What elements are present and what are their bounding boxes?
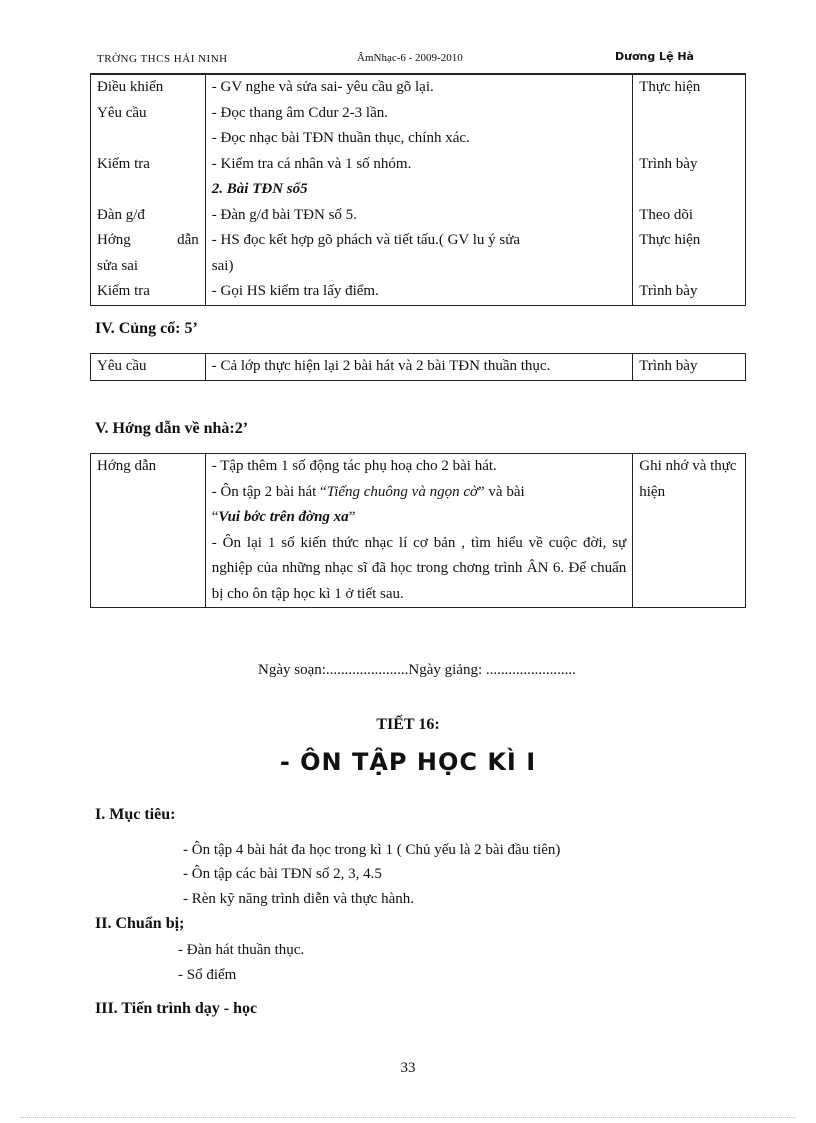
table-cell [205, 454, 633, 608]
cell-text: “ [211, 509, 219, 525]
table-cell: Kiểm tra [91, 152, 206, 178]
table-row [91, 203, 746, 229]
table-row [91, 177, 746, 203]
table-cell: Thực hiện [633, 75, 746, 101]
activity-table-3 [90, 453, 746, 608]
table-cell: Trình bày [633, 152, 746, 178]
cell-paragraph: - Ôn lại 1 số kiến thức nhạc lí cơ bản , tìm hiểu về cuộc đời, sự nghiệp của những nhạc sĩ đã học trong chơng trình ÂN 6. Để chuẩn bị cho ôn tập học kì 1 ở tiết sau. [211, 534, 627, 602]
cell-line: - HS đọc kết hợp gõ phách và tiết tấu.( GV lu ý sửa [211, 232, 521, 248]
table-cell: - Gọi HS kiểm tra lấy điểm. [205, 279, 632, 305]
table-cell: - GV nghe và sửa sai- yêu cầu gõ lại. [205, 75, 632, 101]
list-item: - Sổ điểm [178, 967, 237, 983]
list-item: - Rèn kỹ năng trình diễn và thực hành. [183, 891, 414, 907]
list-item: - Ôn tập 4 bài hát đa học trong kì 1 ( Chủ yếu là 2 bài đầu tiên) [183, 842, 561, 858]
table-cell: Trình bày [633, 354, 746, 381]
cell-text: ” và bài [478, 483, 525, 500]
cell-line [212, 505, 627, 531]
table-cell: - Đọc nhạc bài TĐN thuần thục, chính xác. [205, 126, 632, 152]
subsection-heading: 2. Bài TĐN số5 [205, 177, 632, 203]
list-item: - Ôn tập các bài TĐN số 2, 3, 4.5 [183, 866, 382, 882]
table-cell: Theo dõi [633, 203, 746, 229]
table-cell: Kiểm tra [91, 279, 206, 305]
cell-text: - Ôn tập 2 bài hát “ [211, 483, 327, 500]
table-cell [205, 228, 632, 279]
section-heading-3: III. Tiến trình dạy - học [95, 1000, 258, 1017]
song-title: Vui bớc trên đờng xa [218, 509, 349, 525]
cell-word: dẫn [177, 232, 199, 248]
table-row [91, 75, 746, 101]
section-heading-4: IV. Củng cố: 5’ [95, 320, 198, 337]
table-cell: Trình bày [633, 279, 746, 305]
section-heading-1: I. Mục tiêu: [95, 806, 176, 823]
header-author: Dương Lệ Hà [615, 50, 694, 63]
table-row [91, 454, 746, 608]
table-cell: - Đàn g/đ bài TĐN số 5. [205, 203, 632, 229]
page-number: 33 [400, 1060, 416, 1076]
table-row [91, 152, 746, 178]
table-cell [633, 101, 746, 127]
cell-text: ” [348, 509, 356, 525]
cell-line: sai) [211, 257, 234, 274]
table-row [91, 101, 746, 127]
cell-line: - Tập thêm 1 số động tác phụ hoạ cho 2 bài hát. [211, 458, 497, 474]
table-cell [91, 177, 206, 203]
table-cell: Thực hiện [633, 228, 746, 279]
table-row [91, 126, 746, 152]
table-row [91, 279, 746, 305]
table-cell: - Cả lớp thực hiện lại 2 bài hát và 2 bài TĐN thuần thục. [205, 354, 633, 381]
cell-line [212, 480, 627, 506]
section-heading-5: V. Hớng dẫn về nhà:2’ [95, 420, 249, 437]
lesson-title: - ÔN TẬP HỌC KÌ I [279, 748, 537, 776]
song-title: Tiếng chuông và ngọn cờ [326, 483, 479, 500]
cell-line: sửa sai [97, 257, 139, 274]
activity-table-2 [90, 353, 746, 381]
activity-table-1 [90, 74, 746, 306]
cell-line [97, 228, 199, 254]
table-cell [633, 126, 746, 152]
table-cell: - Đọc thang âm Cdur 2-3 lần. [205, 101, 632, 127]
lesson-number: TIẾT 16: [376, 716, 440, 733]
table-cell: Đàn g/đ [91, 203, 206, 229]
dates-line: Ngày soạn:......................Ngày giảng: ........................ [258, 662, 576, 678]
table-row [91, 354, 746, 381]
table-cell: Hớng dẫn [91, 454, 206, 608]
table-cell [633, 177, 746, 203]
footer-rule [20, 1117, 796, 1118]
table-cell: Ghi nhớ và thực hiện [633, 454, 746, 608]
table-cell [91, 126, 206, 152]
table-cell: - Kiểm tra cá nhân và 1 số nhóm. [205, 152, 632, 178]
cell-word: Hớng [97, 232, 131, 248]
table-cell [91, 228, 206, 279]
header-school: TRỜNG THCS HẢI NINH [97, 53, 228, 65]
table-cell: Yêu cầu [91, 101, 206, 127]
table-cell: Yêu cầu [91, 354, 206, 381]
list-item: - Đàn hát thuần thục. [178, 942, 305, 958]
section-heading-2: II. Chuẩn bị; [95, 915, 185, 932]
table-cell: Điều khiển [91, 75, 206, 101]
page-header [95, 49, 745, 69]
table-row [91, 228, 746, 279]
header-subject: ÂmNhạc-6 - 2009-2010 [357, 52, 463, 64]
